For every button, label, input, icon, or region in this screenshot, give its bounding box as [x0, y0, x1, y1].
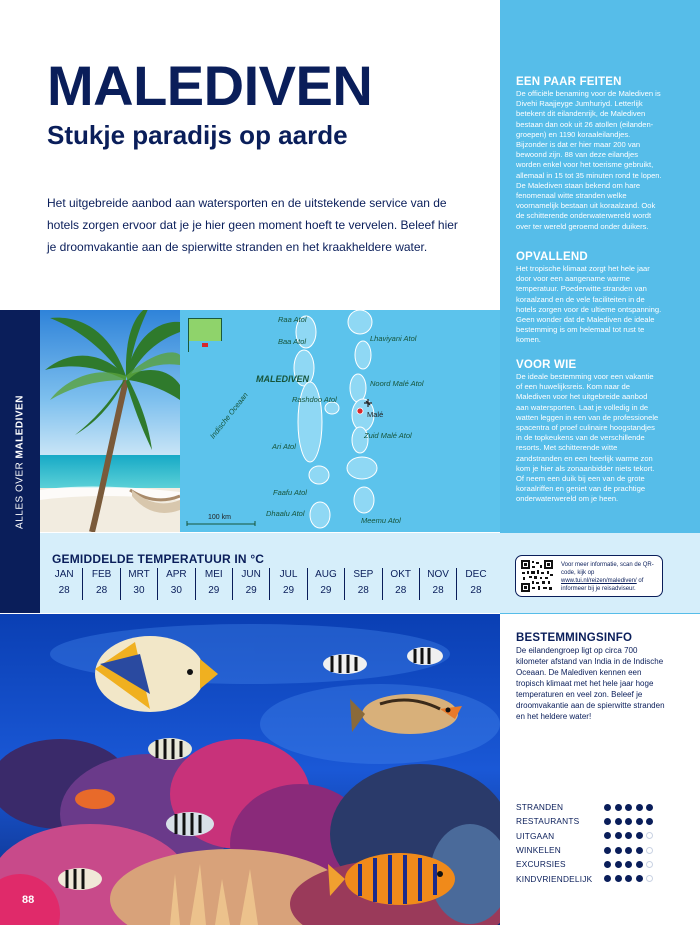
- rating-dot: [646, 804, 653, 811]
- rating-dot: [636, 861, 643, 868]
- page-subtitle: Stukje paradijs op aarde: [47, 120, 348, 150]
- temperature-value: 28: [357, 585, 369, 596]
- map-label-lhaviyani: Lhaviyani Atol: [370, 334, 417, 343]
- rating-dots: [604, 818, 653, 825]
- temperature-month: SEP: [353, 569, 374, 580]
- rating-dot: [636, 875, 643, 882]
- temperature-value: 28: [395, 585, 407, 596]
- rating-label: WINKELEN: [516, 845, 561, 856]
- facts-section-feiten: [516, 76, 662, 232]
- rating-row: [516, 857, 666, 871]
- rating-dots: [604, 861, 653, 868]
- temperature-cell: [46, 568, 83, 600]
- temperature-value: 30: [170, 585, 182, 596]
- temperature-value: 28: [470, 585, 482, 596]
- rating-label: KINDVRIENDELIJK: [516, 873, 593, 884]
- temperature-cell: [308, 568, 345, 600]
- rating-dot: [636, 804, 643, 811]
- map-label-baa: Baa Atol: [278, 337, 307, 346]
- rating-dot: [636, 818, 643, 825]
- temperature-value: 29: [320, 585, 332, 596]
- temperature-cell: [121, 568, 158, 600]
- map: [180, 310, 500, 532]
- rating-dot: [604, 818, 611, 825]
- map-label-dhaalu: Dhaalu Atol: [266, 509, 305, 518]
- temperature-cell: [196, 568, 233, 600]
- temperature-month: FEB: [91, 569, 112, 580]
- rating-dots: [604, 847, 653, 854]
- temperature-value: 28: [58, 585, 70, 596]
- rating-dot: [625, 818, 632, 825]
- qr-box: [515, 555, 663, 597]
- temperature-month: MRT: [128, 569, 150, 580]
- rating-dot: [615, 832, 622, 839]
- rating-dot: [625, 832, 632, 839]
- rating-dot: [615, 875, 622, 882]
- map-scale-label: 100 km: [208, 514, 231, 521]
- info-text: De eilandengroep ligt op circa 700 kilometer afstand van India in de Indische Oceaan. De Malediven kennen een tropisch klimaat met het hele jaar hoge temperaturen en veel zon. Beleef je droomvakantie aan de spierwitte stranden en het heldere water!: [516, 646, 665, 721]
- rating-dot: [604, 861, 611, 868]
- temperature-cell: [270, 568, 307, 600]
- rating-row: [516, 800, 666, 814]
- rating-dot: [636, 832, 643, 839]
- temperature-cell: [420, 568, 457, 600]
- temperature-table: [46, 568, 495, 600]
- rating-dot: [625, 804, 632, 811]
- page-number: 88: [22, 894, 35, 906]
- map-label-zuid-male: Zuid Malé Atol: [364, 431, 412, 440]
- rating-dot: [625, 847, 632, 854]
- rating-dot: [636, 847, 643, 854]
- rating-dots: [604, 804, 653, 811]
- temperature-value: 28: [96, 585, 108, 596]
- temperature-panel: [40, 533, 500, 613]
- website-link[interactable]: www.tui.nl/reizen/malediven/: [561, 578, 637, 584]
- rating-dot: [646, 875, 653, 882]
- temperature-value: 29: [282, 585, 295, 596]
- temperature-cell: [383, 568, 420, 600]
- destination-info: [516, 631, 666, 722]
- rating-label: STRANDEN: [516, 802, 564, 813]
- rating-dot: [646, 818, 653, 825]
- page-title: MALEDIVEN: [47, 54, 373, 117]
- temperature-month: DEC: [465, 569, 487, 580]
- map-label-rasdhoo: Rashdoo Atol: [292, 395, 337, 404]
- temperature-heading: GEMIDDELDE TEMPERATUUR IN °C: [52, 552, 265, 566]
- facts-text: De officiële benaming voor de Malediven is Divehi Raajjeyge Jumhuriyd. Letterlijk betekent dit eilandenrijk, de Malediven bestaan dan ook uit 26 atollen (eilanden-groepen) en 1190 koraaleilandjes. Bijzonder is dat er hier maar 200 van bewoond zijn. 88 van deze eilandjes worden enkel voor het toerisme gebruikt, allemaal in 15 tot 35 minuten rond te lopen. De Malediven staan bekend om hare fenomenaal witte stranden welke voornamelijk bestaan uit koraalzand. Ook de schitterende onderwaterwereld wordt over ter wereld geroemd onder duikers.: [516, 89, 662, 231]
- beach-photo: [40, 310, 180, 532]
- map-label-ocean: Indische Oceaan: [208, 390, 250, 441]
- map-label-faafu: Faafu Atol: [273, 488, 307, 497]
- rating-label: RESTAURANTS: [516, 816, 580, 827]
- facts-section-voor-wie: [516, 359, 662, 505]
- rating-dot: [615, 818, 622, 825]
- temperature-month: APR: [166, 569, 187, 580]
- facts-heading: EEN PAAR FEITEN: [516, 76, 622, 88]
- facts-section-opvallend: [516, 251, 662, 346]
- intro-text: Het uitgebreide aanbod aan watersporten en de uitstekende service van de hotels zorgen ervoor dat je je hier geen moment hoeft te vervelen. Beleef hier je droomvakantie aan de spierwitte stranden en het kraakheldere water.: [47, 196, 458, 254]
- rating-dot: [625, 861, 632, 868]
- info-heading: BESTEMMINGSINFO: [516, 632, 633, 644]
- side-label: ALLES OVER MALEDIVEN: [14, 395, 26, 529]
- temperature-value: 29: [208, 585, 220, 596]
- qr-code-icon[interactable]: [521, 560, 553, 592]
- rating-label: UITGAAN: [516, 830, 555, 841]
- map-label-noord-male: Noord Malé Atol: [370, 379, 424, 388]
- rating-row: [516, 829, 666, 843]
- temperature-month: OKT: [390, 569, 411, 580]
- facts-text: Het tropische klimaat zorgt het hele jaar door voor een aangename warme temperatuur. Poederwitte stranden van koraalzand en de vele faciliteiten in de hotels zorgen voor de ultieme ontspanning. Geen wonder dat de Malediven de ideale bestemming is om helemaal tot rust te komen.: [516, 264, 662, 345]
- temperature-value: 28: [432, 585, 444, 596]
- temperature-cell: [457, 568, 494, 600]
- ratings-list: [516, 800, 666, 886]
- rating-dot: [604, 847, 611, 854]
- inset-map: [188, 318, 222, 352]
- rating-dot: [615, 847, 622, 854]
- temperature-month: JUN: [241, 569, 261, 580]
- rating-row: [516, 871, 666, 885]
- rating-dot: [604, 832, 611, 839]
- temperature-value: 29: [245, 585, 257, 596]
- facts-text: De ideale bestemming voor een vakantie of een huwelijksreis. Kom naar de Malediven voor het uitgebreide aanbod aan watersporten. Laat je volledig in de watten leggen in een van de professionele spacentra of proef culinaire hoogstandjes in de topkeukens van de verschillende resorts. Met schitterende witte zandstranden en een heerlijk warme zon kom je hier als zonaanbidder niets tekort. Of neem een duik bij een van de grote koraalriffen en geniet van de prachtige onderwaterwereld om je heen.: [516, 372, 659, 504]
- facts-heading: OPVALLEND: [516, 251, 588, 263]
- rating-dot: [604, 875, 611, 882]
- rating-dots: [604, 832, 653, 839]
- map-label-raa: Raa Atol: [278, 315, 307, 324]
- temperature-cell: [345, 568, 382, 600]
- temperature-value: 30: [133, 585, 145, 596]
- temperature-month: MEI: [204, 569, 223, 580]
- rating-row: [516, 814, 666, 828]
- map-label-meemu: Meemu Atol: [361, 516, 401, 525]
- rating-dot: [646, 861, 653, 868]
- map-label-ari: Ari Atol: [272, 442, 296, 451]
- temperature-month: AUG: [315, 569, 337, 580]
- qr-text: Voor meer informatie, scan de QR-code, kijk op www.tui.nl/reizen/malediven/ of informeer bij je reisadviseur.: [561, 562, 654, 592]
- rating-dot: [604, 804, 611, 811]
- temperature-month: JAN: [54, 569, 74, 580]
- rating-dot: [646, 847, 653, 854]
- rating-dot: [615, 861, 622, 868]
- temperature-month: JUL: [279, 569, 298, 580]
- temperature-month: NOV: [427, 569, 449, 580]
- rating-dot: [625, 875, 632, 882]
- temperature-cell: [158, 568, 195, 600]
- temperature-cell: [233, 568, 270, 600]
- rating-dots: [604, 875, 653, 882]
- rating-dot: [646, 832, 653, 839]
- rating-row: [516, 843, 666, 857]
- facts-heading: VOOR WIE: [516, 359, 577, 371]
- rating-label: EXCURSIES: [516, 859, 566, 870]
- map-label-country: MALEDIVEN: [256, 374, 310, 384]
- map-label-male: Malé: [367, 410, 384, 419]
- temperature-cell: [83, 568, 120, 600]
- rating-dot: [615, 804, 622, 811]
- reef-photo: [0, 614, 500, 925]
